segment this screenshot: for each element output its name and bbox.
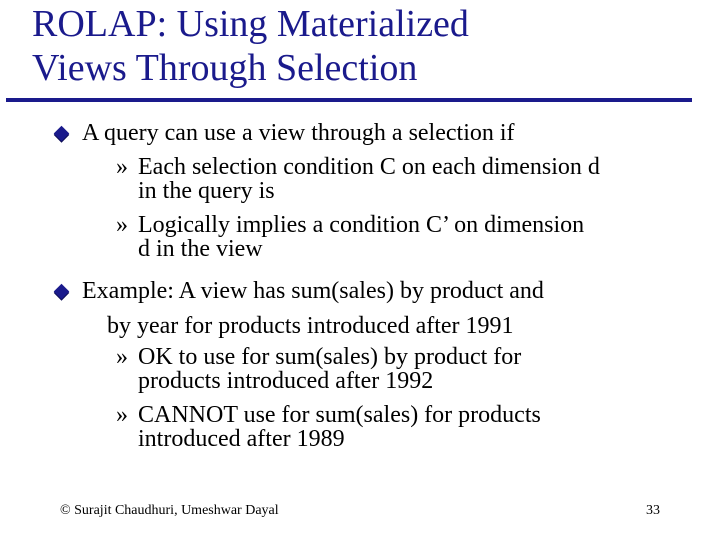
sub-bullet-marker: » [116, 344, 128, 370]
bullet-1 [82, 119, 682, 148]
footer-copyright: © Surajit Chaudhuri, Umeshwar Dayal [60, 503, 279, 518]
sub-bullet-line-2: introduced after 1989 [138, 426, 345, 452]
bullet-2-sub-1 [116, 344, 688, 394]
bullet-2-sub-2 [116, 402, 688, 452]
bullet-2-continuation: by year for products introduced after 1991 [107, 313, 514, 339]
bullet-1-text: A query can use a view through a selection if [82, 120, 515, 146]
page-number: 33 [646, 503, 660, 518]
bullet-2 [82, 277, 682, 306]
sub-bullet-line-2: d in the view [138, 236, 263, 262]
slide-title-line-2: Views Through Selection [32, 47, 418, 89]
slide-title-line-1: ROLAP: Using Materialized [32, 3, 469, 45]
bullet-1-sub-1 [116, 154, 688, 204]
diamond-bullet-icon [54, 284, 70, 300]
sub-bullet-line-1: Logically implies a condition C’ on dimension [138, 212, 585, 238]
diamond-bullet-icon [54, 126, 70, 142]
sub-bullet-marker: » [116, 154, 128, 180]
sub-bullet-line-1: CANNOT use for sum(sales) for products [138, 402, 541, 428]
title-divider [6, 98, 692, 102]
sub-bullet-line-1: Each selection condition C on each dimension d [138, 154, 600, 180]
sub-bullet-line-2: products introduced after 1992 [138, 368, 434, 394]
sub-bullet-line-2: in the query is [138, 178, 275, 204]
sub-bullet-marker: » [116, 402, 128, 428]
slide-title [32, 2, 692, 90]
bullet-2-text-line-1: Example: A view has sum(sales) by product and [82, 278, 544, 304]
sub-bullet-marker: » [116, 212, 128, 238]
bullet-1-sub-2 [116, 212, 688, 262]
sub-bullet-line-1: OK to use for sum(sales) by product for [138, 344, 522, 370]
